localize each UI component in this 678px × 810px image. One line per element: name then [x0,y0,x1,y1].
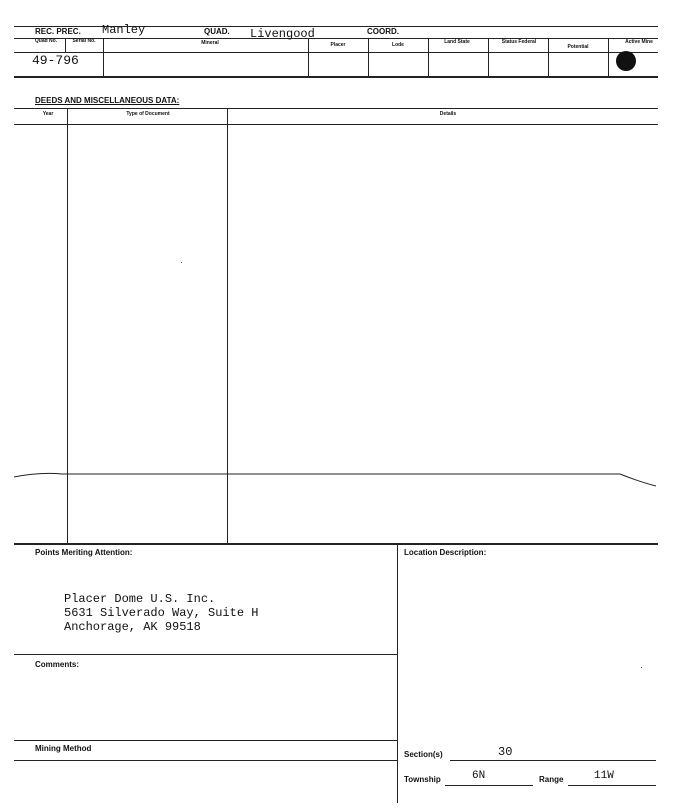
points-line-1: Placer Dome U.S. Inc. [64,592,216,606]
col-land-state: Land State [444,39,470,45]
range-value: 11W [594,770,614,782]
header-divider [548,38,549,76]
col-status-federal: Status Federal [501,39,537,45]
col-year: Year [42,111,54,117]
col-active-mine: Active Mine [625,39,653,45]
col-potential: Potential [567,44,589,50]
sections-line [450,760,656,761]
header-rule-1 [14,38,658,39]
mining-method-label: Mining Method [35,744,92,753]
speck [181,262,182,263]
quad-serial-value: 49-796 [32,53,79,68]
header-divider [608,38,609,76]
col-details: Details [439,111,457,117]
header-divider [308,38,309,76]
points-line-3: Anchorage, AK 99518 [64,620,201,634]
township-value: 6N [472,770,486,782]
header-divider [65,38,66,52]
points-line-2: 5631 Silverado Way, Suite H [64,606,259,620]
township-line [445,785,533,786]
points-label: Points Meriting Attention: [35,548,133,557]
page-join-line [0,462,678,492]
active-mine-dot [616,51,636,71]
deeds-rule-top [14,108,658,109]
township-label: Township [404,775,441,784]
quad-label: QUAD. [204,27,230,36]
header-rule-2 [14,52,658,53]
rec-prec-label: REC. PREC. [35,27,81,36]
col-placer: Placer [330,42,346,48]
header-rule-3 [14,76,658,78]
rec-prec-value: Manley [102,23,146,37]
header-divider [428,38,429,76]
header-divider [368,38,369,76]
deeds-rule-header [14,124,658,125]
col-serial-no: Serial No. [72,38,96,44]
speck [641,667,642,668]
comments-label: Comments: [35,660,80,669]
deeds-title: DEEDS AND MISCELLANEOUS DATA: [35,96,180,105]
sections-value: 30 [498,745,513,759]
lower-center-divider [397,543,398,803]
col-quad-no: Quad No. [34,38,58,44]
mining-rule-bottom [14,760,397,761]
range-line [568,785,656,786]
coord-label: COORD. [367,27,399,36]
mining-rule [14,740,397,741]
col-type-of-document: Type of Document [126,111,170,117]
range-label: Range [539,775,564,784]
lower-rule-top [14,543,658,545]
location-label: Location Description: [404,548,487,557]
quad-value: Livengood [250,27,315,41]
col-lode: Lode [392,42,404,48]
col-mineral: Mineral [201,40,219,46]
comments-rule [14,654,397,655]
header-divider [488,38,489,76]
sections-label: Section(s) [404,750,443,759]
header-divider [103,38,104,76]
